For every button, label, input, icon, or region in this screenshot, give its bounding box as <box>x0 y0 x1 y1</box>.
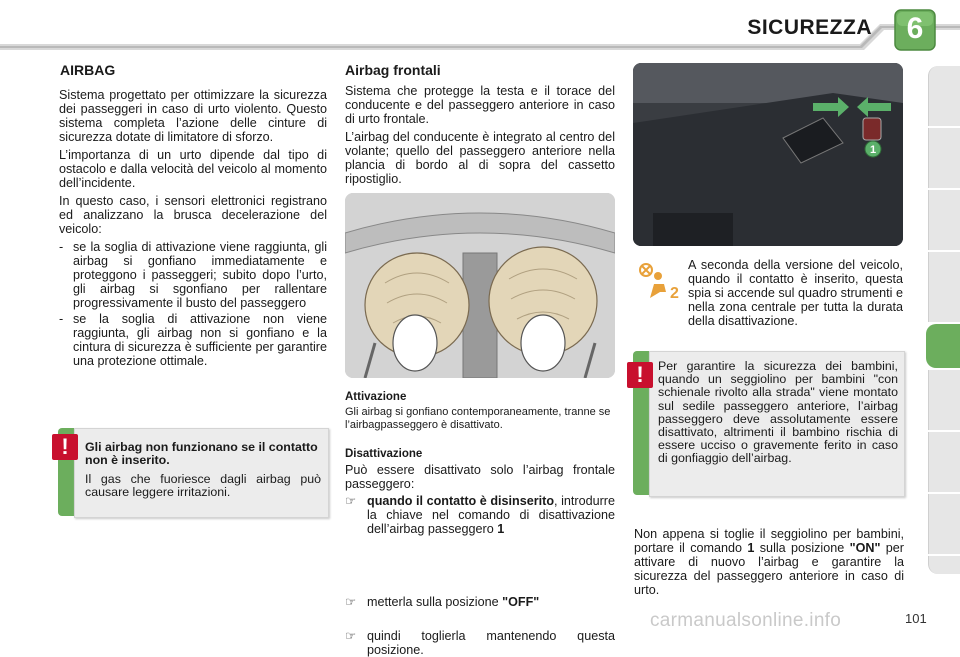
reactivation-text <box>634 527 904 597</box>
step-1-text: , introdurre la chiave nel comando di disattivazione dell’airbag passeggero <box>367 494 615 536</box>
step-2-text: metterla sulla posizione <box>367 595 503 609</box>
airbag-switch-photo <box>633 63 903 246</box>
list-item: - se la soglia di attivazione viene raggiunta, gli airbag si gonfiano immediatamente e proteggono i passeggeri; subito dopo l’urto, gli airbag si sgonfiano per rallentare progressivamente il busto del passeggero <box>59 240 327 310</box>
list-item: - se la soglia di attivazione non viene raggiunta, gli airbag non si gonfiano e la cintura di sicurezza è sufficiente per garantire una protezione ottimale. <box>59 312 327 368</box>
deactivation-title: Disattivazione <box>345 448 423 460</box>
photo-callout-1: 1 <box>869 144 877 156</box>
chapter-tab[interactable] <box>928 494 960 554</box>
section-title-airbag: AIRBAG <box>60 62 116 78</box>
reactivation-number: 1 <box>747 541 755 555</box>
svg-text:2: 2 <box>670 285 679 302</box>
pointer-icon: ☞ <box>345 494 357 508</box>
warning-exclamation-icon: ! <box>627 362 653 388</box>
chapter-tab[interactable] <box>928 556 960 574</box>
chapter-tab-active[interactable] <box>926 324 960 368</box>
chapter-tab[interactable] <box>928 190 960 250</box>
deactivation-text: Può essere disattivato solo l’airbag frontale passeggero: <box>345 463 615 491</box>
indicator-text: A seconda della versione del veicolo, quando il contatto è inserito, questa spia si accende sul quadro strumenti e nella zona centrale per tutta la durata della disattivazione. <box>688 258 903 328</box>
page-number: 101 <box>905 611 927 626</box>
warning-box <box>74 428 329 518</box>
column-2-intro <box>345 84 615 186</box>
airbag-illustration <box>345 193 615 378</box>
chapter-number: 6 <box>906 12 924 45</box>
activation-text: Gli airbag si gonfiano contemporaneamente, tranne se l’airbagpasseggero è disattivato. <box>345 406 611 431</box>
chapter-title: SICUREZZA <box>747 16 872 39</box>
step-3-text: quindi toglierla mantenendo questa posizione. <box>367 629 615 657</box>
column-1 <box>59 88 327 368</box>
pointer-icon: ☞ <box>345 629 357 643</box>
chapter-tab[interactable] <box>928 66 960 126</box>
threshold-list <box>59 240 327 368</box>
chapter-tab[interactable] <box>928 128 960 188</box>
paragraph: L’airbag del conducente è integrato al centro del volante; quello del passeggero anteriore nella plancia di bordo al di sopra del cassetto ripostiglio. <box>345 130 615 186</box>
airbag-drawing <box>345 193 615 378</box>
warning-box <box>649 351 905 497</box>
pointer-icon: ☞ <box>345 595 357 609</box>
paragraph: In questo caso, i sensori elettronici registrano ed analizzano la brusca decelerazione del veicolo: <box>59 194 327 236</box>
chapter-tab[interactable] <box>928 370 960 430</box>
step-1 <box>345 494 615 536</box>
paragraph: Sistema che protegge la testa e il torace del conducente e del passeggero anteriore in caso di urto frontale. <box>345 84 615 126</box>
step-3 <box>345 629 615 657</box>
switch-drawing <box>633 63 903 246</box>
warning-title: Gli airbag non funzionano se il contatto non è inserito. <box>85 440 318 467</box>
watermark: carmanualsonline.info <box>650 610 842 631</box>
step-2 <box>345 595 615 609</box>
warning-text: Per garantire la sicurezza dei bambini, quando un seggiolino per bambini "con schienale rivolto alla strada" viene montato sul sedile passeggero anteriore, l’airbag passeggero deve assolutamente essere disattivato, altrimenti il bambino rischia di essere ucciso o gravemente ferito in caso di gonfiaggio dell’airbag. <box>658 359 898 466</box>
paragraph: L’importanza di un urto dipende dal tipo di ostacolo e dalla velocità del veicolo al momento dell’incidente. <box>59 148 327 190</box>
activation-title: Attivazione <box>345 391 407 403</box>
chapter-tab[interactable] <box>928 252 960 322</box>
chapter-tab[interactable] <box>928 432 960 492</box>
reactivation-text-part: Non appena si toglie il seggiolino per bambini, portare il comando <box>634 527 904 555</box>
airbag-off-indicator-icon <box>636 262 680 302</box>
reactivation-text-part: sulla posizione <box>754 541 850 555</box>
step-1-number: 1 <box>497 522 505 536</box>
reactivation-text-part: per attivare di nuovo l’airbag e garantire la sicurezza del passeggero anteriore in caso di urto. <box>634 541 904 597</box>
step-1-condition: quando il contatto è disinserito <box>367 494 555 508</box>
section-title-front-airbags: Airbag frontali <box>345 62 441 78</box>
reactivation-on: "ON" <box>849 541 881 555</box>
step-2-position: "OFF" <box>502 595 540 609</box>
warning-exclamation-icon: ! <box>52 434 78 460</box>
paragraph: Sistema progettato per ottimizzare la sicurezza dei passeggeri in caso di urto violento. Questo sistema completa l’azione delle cinture di sicurezza dotate di limitatore di sforzo. <box>59 88 327 144</box>
warning-text: Il gas che fuoriesce dagli airbag può causare leggere irritazioni. <box>85 472 321 499</box>
